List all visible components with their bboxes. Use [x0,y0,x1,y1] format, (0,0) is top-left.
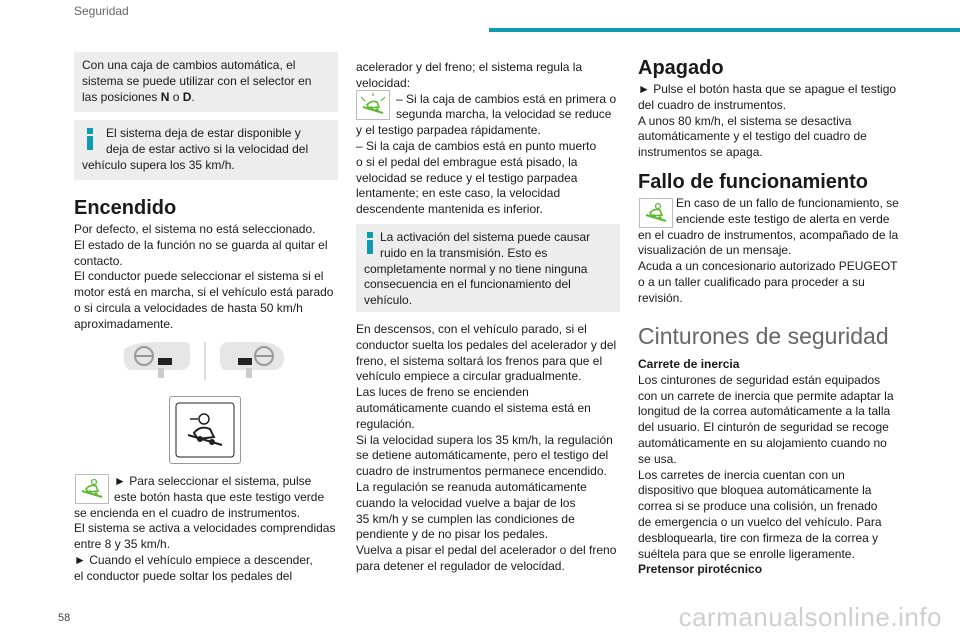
text-line: ► Cuando el vehículo empiece a descender, [74,552,313,567]
text-line: correa si se produce una colisión, un frenado [638,499,878,514]
text-line: 35 km/h y se cumplen las condiciones de [356,511,575,526]
text-line: se usa. [638,451,677,466]
text-line: las posiciones N o D. [82,89,195,104]
text-line: este botón hasta que este testigo verde [114,489,325,504]
text-line: entre 8 y 35 km/h. [74,537,171,552]
text-line: con un carrete de inercia que permite adaptar la [638,388,894,403]
text-line: regulación. [356,416,415,431]
text-line: automáticamente en su alojamiento cuando no [638,435,887,450]
text-line: El sistema se activa a velocidades comprendidas [74,521,336,536]
page-number: 58 [58,612,71,624]
text-line: descendente mantenida es inferior. [356,202,543,217]
text-line: sistema se puede utilizar con el selector en [82,73,312,88]
text-line: El estado de la función no se guarda al quitar el [74,237,328,252]
text-line: en el cuadro de instrumentos, acompañado de la [638,227,899,242]
text-line: desbloquearla, tire con firmeza de la correa y [638,530,879,545]
text-line: A unos 80 km/h, el sistema se desactiva [638,113,852,128]
heading-apagado: Apagado [638,57,724,79]
select-system-para [74,474,344,585]
text-line: segunda marcha, la velocidad se reduce [396,107,612,122]
text-line: suéltela para que se enrolle ligeramente. [638,546,855,561]
text-line: de emergencia o un vuelco del vehículo. Para [638,514,882,529]
text-line: instrumentos se apaga. [638,145,763,160]
text-line: contacto. [74,253,123,268]
text-line: o a un taller cualificado para proceder a su [638,274,865,289]
text-line: completamente normal y no tiene ninguna [364,261,588,276]
text-line: el conductor puede soltar los pedales del [74,568,293,583]
text-line: vehículo supera los 35 km/h. [82,157,235,172]
text-line: automáticamente y el testigo del cuadro de [638,129,867,144]
running-header: Seguridad [74,4,129,18]
text-line: y el testigo parpadea rápidamente. [356,123,541,138]
descent-para [356,322,626,575]
text-line: visualización de un mensaje. [638,243,792,258]
text-line: La activación del sistema puede causar [380,230,591,244]
text-line: se detiene automáticamente, pero el testigo del [356,448,609,463]
text-line: vehículo. [364,293,413,308]
subheading-pretensor: Pretensor pirotécnico [638,562,763,577]
text-line: cuadro de instrumentos permanece encendido. [356,464,607,479]
apagado-para [638,82,908,161]
text-line: Por defecto, el sistema no está seleccionado. [74,222,316,236]
cinturones-para [638,357,910,578]
text-line: cuando la velocidad vuelve a bajar de los [356,495,576,510]
text-line: deja de estar activo si la velocidad del [106,141,309,156]
regulation-para [356,60,624,218]
text-line: El sistema deja de estar disponible y [106,126,301,140]
steering-wheel-icon [124,342,190,378]
text-line: freno, el sistema soltará los frenos para que el [356,353,603,368]
text-line: – Si la caja de cambios está en primera o [396,91,617,106]
heading-fallo: Fallo de funcionamiento [638,171,869,193]
watermark: carmanualsonline.info [678,602,942,632]
info-box-unavailable-text [82,126,336,173]
text-line: ► Pulse el botón hasta que se apague el testigo [638,82,897,96]
text-line: vehículo empiece a circular gradualmente. [356,369,582,384]
text-line: o si el pedal del embrague está pisado, la [356,154,578,169]
text-line: ruido en la transmisión. Esto es [380,245,548,260]
text-line: Acuda a un concesionario autorizado PEUGEOT [638,259,898,274]
text-line: En descensos, con el vehículo parado, si el [356,322,587,336]
text-line: En caso de un fallo de funcionamiento, se [676,196,899,210]
hill-descent-button-icon [169,396,241,464]
text-line: del usuario. El cinturón de seguridad se recoge [638,420,889,435]
text-line: dispositivo que bloquea automáticamente la [638,483,872,498]
text-line: Con una caja de cambios automática, el [82,58,296,72]
text-line: automáticamente cuando el sistema está en [356,400,591,415]
fallo-para [638,196,910,307]
steering-wheel-illustration [120,340,290,382]
text-line: Los cinturones de seguridad están equipados [638,372,881,387]
text-line: se encienda en el cuadro de instrumentos. [74,505,301,520]
text-line: velocidad: [356,75,411,90]
text-line: ► Para seleccionar el sistema, pulse [114,474,312,488]
text-line: o si circula a velocidades de hasta 50 km/h [74,300,303,315]
heading-cinturones: Cinturones de seguridad [638,323,889,349]
text-line: velocidad se reduce y el testigo parpadea [356,170,578,185]
text-line: Vuelva a pisar el pedal del acelerador o del freno [356,543,617,558]
text-line: conductor suelta los pedales del acelerador y del [356,337,617,352]
text-line: consecuencia en el funcionamiento del [364,277,571,292]
text-line: Las luces de freno se encienden [356,385,529,400]
steering-wheel-icon [220,342,284,378]
gear-n: N [160,89,170,104]
text-line: revisión. [638,290,683,305]
gear-d: D [182,89,192,104]
text-line: pendiente y de no pisar los pedales. [356,527,549,542]
encendido-para [74,222,344,333]
heading-encendido: Encendido [74,197,177,219]
subheading-carrete: Carrete de inercia [638,357,740,371]
text-line: acelerador y del freno; el sistema regula la [356,60,583,74]
text-line: lentamente; en este caso, la velocidad [356,186,561,201]
text-line: longitud de la correa automáticamente a la talla [638,404,891,419]
text-line: Si la velocidad supera los 35 km/h, la regulación [356,432,613,447]
text-line: del cuadro de instrumentos. [638,97,787,112]
text-line: La regulación se reanuda automáticamente [356,479,587,494]
info-box-noise-text [364,230,618,309]
text-line: enciende este testigo de alerta en verde [676,211,890,226]
text-line: para detener el regulador de velocidad. [356,558,565,573]
text-line: motor está en marcha, si el vehículo está parado [74,285,334,300]
text-line: El conductor puede seleccionar el sistema si el [74,269,324,284]
text-line: aproximadamente. [74,316,174,331]
info-box-automatic-text [82,58,336,105]
text-line: – Si la caja de cambios está en punto muerto [356,138,597,153]
header-accent-bar [489,28,960,32]
text-line: Los carretes de inercia cuentan con un [638,467,845,482]
